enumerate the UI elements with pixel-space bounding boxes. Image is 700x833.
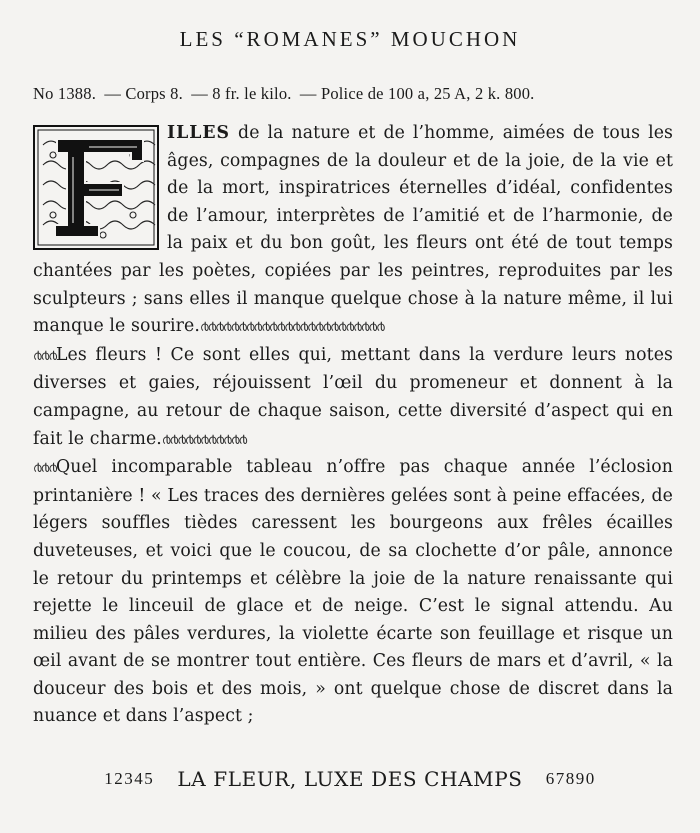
specimen-number: No 1388. (33, 84, 97, 103)
fleuron-ornament: ൪൪൪ (33, 348, 56, 364)
specimen-info-line (33, 84, 673, 104)
specimen-corps: — Corps 8. (104, 84, 183, 103)
fleuron-ornament: ൪൪൪൪൪൪൪൪൪൪൪ (161, 432, 247, 448)
paragraph-3-text: Quel incomparable tableau n’offre pas chaque année l’éclosion printanière ! « Les traces des dernières gelées sont à peine effacées, de légers souffles tièdes caressent les bourgeons aux frêles écailles duveteuses, et voici que le coucou, de sa clochette d’or pâle, annonce le retour du printemps et célèbre la joie de la nature renaissante qui rejette le linceuil de glace et de neige. C’est le signal attendu. Au milieu des pâles verdures, la violette écarte son feuillage et risque un œil avant de se montrer tout entière. Ces fleurs de mars et d’avril, « la douceur des bois et des mois, » ont quelque chose de discret dans la nuance et dans l’aspect ; (33, 457, 673, 727)
decorative-initial-icon (33, 125, 159, 250)
page-title: LES “ROMANES” MOUCHON (179, 27, 521, 51)
specimen-police: — Police de 100 a, 25 A, 2 k. 800. (299, 84, 535, 103)
footer-right-number: 67890 (545, 769, 596, 788)
paragraph-2 (33, 342, 673, 454)
footer-caption: LA FLEUR, LUXE DES CHAMPS (177, 767, 523, 791)
text-body (33, 120, 673, 731)
specimen-price: — 8 fr. le kilo. (191, 84, 292, 103)
paragraph-3 (33, 454, 673, 731)
first-word: ILLES (167, 123, 231, 143)
footer-line (0, 767, 700, 791)
paragraph-2-text: Les fleurs ! Ce sont elles qui, mettant dans la verdure leurs notes diverses et gaies, réjouissent l’œil du promeneur et donnent à la campagne, au retour de chaque saison, cette diversité d’aspect qui en fait le charme. (33, 344, 673, 449)
footer-left-number: 12345 (104, 769, 155, 788)
paragraph-1-text: de la nature et de l’homme, aimées de tous les âges, compagnes de la douleur et de la joie, de la vie et de la mort, inspiratrices éternelles d’idéal, confidentes de l’amour, interprètes de l’amitié et de l’harmonie, de la paix et du bon goût, les fleurs ont été de tout temps chantées par les poètes, copiées par les peintres, reproduites par les sculpteurs ; sans elles il manque quelque chose à la nature même, il lui manque le sourire. (33, 123, 673, 337)
fleuron-ornament: ൪൪൪ (33, 461, 56, 477)
fleuron-ornament: ൪൪൪൪൪൪൪൪൪൪൪൪൪൪൪൪൪൪൪൪൪൪൪൪ (199, 320, 384, 336)
